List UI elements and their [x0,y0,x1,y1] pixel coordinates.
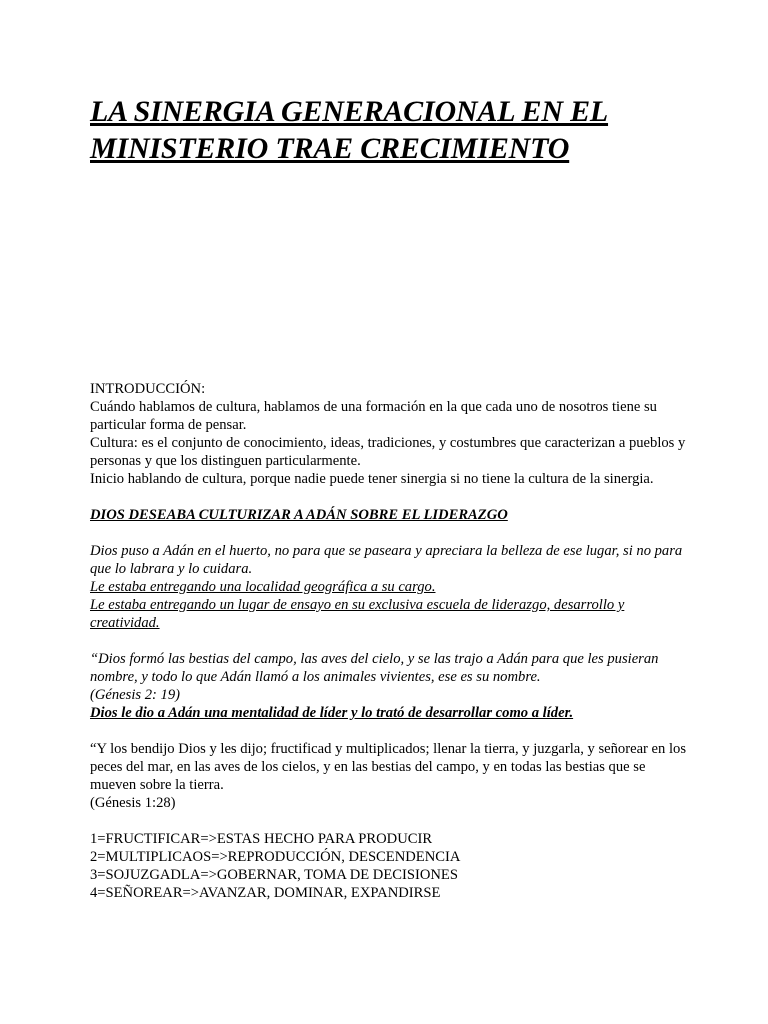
title-line-1: LA SINERGIA GENERACIONAL EN EL [90,95,609,128]
quote-1-reference: (Génesis 2: 19) [90,687,180,703]
quote-2-text: “Y los bendijo Dios y les dijo; fructificad y multiplicados; llenar la tierra, y juzgarla, y señorear en los peces del mar, en las aves de los cielos, y en las bestias del campo, y en todas las bestias que se mueven sobre la tierra. [90,741,687,793]
section-heading: DIOS DESEABA CULTURIZAR A ADÁN SOBRE EL LIDERAZGO [90,507,508,523]
intro-paragraph-1: Cuándo hablamos de cultura, hablamos de una formación en la que cada uno de nosotros tiene su particular forma de pensar. [90,399,657,433]
list-item: 4=SEÑOREAR=>AVANZAR, DOMINAR, EXPANDIRSE [90,885,441,901]
spacer [90,632,690,650]
intro-paragraph-2: Cultura: es el conjunto de conocimiento, ideas, tradiciones, y costumbres que caracterizan a pueblos y personas y que los distinguen particularmente. [90,435,686,469]
spacer [90,488,690,506]
spacer [90,524,690,542]
list-item: 1=FRUCTIFICAR=>ESTAS HECHO PARA PRODUCIR [90,831,433,847]
quote-1-text: “Dios formó las bestias del campo, las aves del cielo, y se las trajo a Adán para que les pusieran nombre, y todo lo que Adán llamó a los animales vivientes, ese es su nombre. [90,651,659,685]
document-title [90,93,730,167]
spacer [90,812,690,830]
spacer [90,722,690,740]
intro-heading: INTRODUCCIÓN: [90,381,206,397]
list-item: 3=SOJUZGADLA=>GOBERNAR, TOMA DE DECISIONES [90,867,458,883]
document-body [90,380,690,902]
section-paragraph-1: Dios puso a Adán en el huerto, no para que se paseara y apreciara la belleza de ese lugar, si no para que lo labrara y lo cuidara. [90,543,683,577]
section-paragraph-3: Le estaba entregando un lugar de ensayo en su exclusiva escuela de liderazgo, desarrollo y creatividad. [90,597,625,631]
quote-1-conclusion: Dios le dio a Adán una mentalidad de líder y lo trató de desarrollar como a líder. [90,705,574,721]
intro-paragraph-3: Inicio hablando de cultura, porque nadie puede tener sinergia si no tiene la cultura de la sinergia. [90,471,654,487]
title-line-2: MINISTERIO TRAE CRECIMIENTO [90,132,570,165]
list-item: 2=MULTIPLICAOS=>REPRODUCCIÓN, DESCENDENCIA [90,849,461,865]
section-paragraph-2: Le estaba entregando una localidad geográfica a su cargo. [90,579,436,595]
quote-2-reference: (Génesis 1:28) [90,795,176,811]
